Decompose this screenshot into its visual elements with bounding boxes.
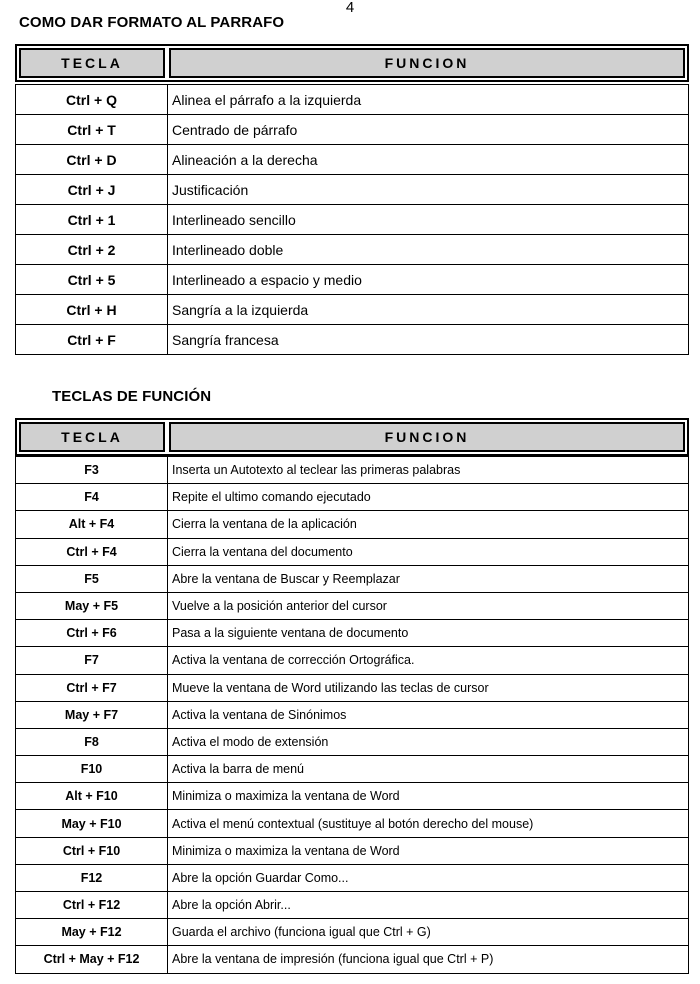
paragraph-format-table xyxy=(15,84,689,355)
table-row xyxy=(15,810,689,837)
key-function: Alineación a la derecha xyxy=(167,145,689,175)
table-row xyxy=(15,892,689,919)
table-row xyxy=(15,456,689,484)
table-row xyxy=(15,511,689,538)
key-function: Repite el ultimo comando ejecutado xyxy=(167,484,689,511)
table-row xyxy=(15,84,689,115)
table-row xyxy=(15,729,689,756)
key-combination: Ctrl + F7 xyxy=(15,675,167,702)
key-combination: Ctrl + J xyxy=(15,175,167,205)
key-combination: Ctrl + D xyxy=(15,145,167,175)
key-combination: Ctrl + F12 xyxy=(15,892,167,919)
key-function: Mueve la ventana de Word utilizando las teclas de cursor xyxy=(167,675,689,702)
key-function: Abre la opción Abrir... xyxy=(167,892,689,919)
key-combination: Ctrl + 2 xyxy=(15,235,167,265)
key-combination: F8 xyxy=(15,729,167,756)
key-function: Activa la ventana de Sinónimos xyxy=(167,702,689,729)
table-header xyxy=(15,44,689,82)
key-combination: May + F5 xyxy=(15,593,167,620)
table-row xyxy=(15,702,689,729)
key-combination: F7 xyxy=(15,647,167,674)
key-function: Vuelve a la posición anterior del cursor xyxy=(167,593,689,620)
key-combination: Alt + F10 xyxy=(15,783,167,810)
key-function: Sangría francesa xyxy=(167,325,689,355)
table-row xyxy=(15,919,689,946)
key-combination: Alt + F4 xyxy=(15,511,167,538)
key-combination: Ctrl + F6 xyxy=(15,620,167,647)
table-row xyxy=(15,265,689,295)
key-combination: F10 xyxy=(15,756,167,783)
key-combination: Ctrl + 5 xyxy=(15,265,167,295)
key-function: Interlineado sencillo xyxy=(167,205,689,235)
table-row xyxy=(15,175,689,205)
key-function: Pasa a la siguiente ventana de documento xyxy=(167,620,689,647)
key-combination: Ctrl + Q xyxy=(15,84,167,115)
key-combination: Ctrl + F10 xyxy=(15,838,167,865)
table-row xyxy=(15,946,689,973)
column-header-function: FUNCION xyxy=(169,422,685,452)
key-combination: May + F10 xyxy=(15,810,167,837)
key-function: Abre la opción Guardar Como... xyxy=(167,865,689,892)
table-row xyxy=(15,838,689,865)
key-combination: Ctrl + F4 xyxy=(15,539,167,566)
key-function: Activa el modo de extensión xyxy=(167,729,689,756)
table-row xyxy=(15,539,689,566)
table-row xyxy=(15,620,689,647)
key-function: Interlineado doble xyxy=(167,235,689,265)
key-combination: F5 xyxy=(15,566,167,593)
key-combination: F12 xyxy=(15,865,167,892)
table-row xyxy=(15,145,689,175)
key-combination: Ctrl + May + F12 xyxy=(15,946,167,973)
table-row xyxy=(15,865,689,892)
table-row xyxy=(15,484,689,511)
key-function: Activa el menú contextual (sustituye al botón derecho del mouse) xyxy=(167,810,689,837)
key-combination: Ctrl + T xyxy=(15,115,167,145)
table-row xyxy=(15,566,689,593)
table-row xyxy=(15,756,689,783)
key-function: Minimiza o maximiza la ventana de Word xyxy=(167,783,689,810)
column-header-key: TECLA xyxy=(19,422,165,452)
key-function: Guarda el archivo (funciona igual que Ctrl + G) xyxy=(167,919,689,946)
table-body xyxy=(15,456,689,974)
table-row xyxy=(15,235,689,265)
key-function: Inserta un Autotexto al teclear las primeras palabras xyxy=(167,456,689,484)
column-header-key: TECLA xyxy=(19,48,165,78)
table-body xyxy=(15,84,689,355)
section-title-function-keys: TECLAS DE FUNCIÓN xyxy=(52,388,212,405)
key-function: Justificación xyxy=(167,175,689,205)
key-combination: May + F12 xyxy=(15,919,167,946)
key-combination: Ctrl + H xyxy=(15,295,167,325)
key-function: Abre la ventana de Buscar y Reemplazar xyxy=(167,566,689,593)
key-function: Alinea el párrafo a la izquierda xyxy=(167,84,689,115)
column-header-function: FUNCION xyxy=(169,48,685,78)
key-function: Cierra la ventana de la aplicación xyxy=(167,511,689,538)
table-row xyxy=(15,647,689,674)
table-row xyxy=(15,675,689,702)
table-row xyxy=(15,783,689,810)
table-row xyxy=(15,295,689,325)
key-combination: F3 xyxy=(15,456,167,484)
key-function: Centrado de párrafo xyxy=(167,115,689,145)
key-combination: May + F7 xyxy=(15,702,167,729)
table-row xyxy=(15,205,689,235)
key-function: Minimiza o maximiza la ventana de Word xyxy=(167,838,689,865)
function-keys-table xyxy=(15,456,689,974)
table-row xyxy=(15,325,689,355)
section-title-paragraph-format: COMO DAR FORMATO AL PARRAFO xyxy=(19,14,285,31)
key-function: Interlineado a espacio y medio xyxy=(167,265,689,295)
key-function: Cierra la ventana del documento xyxy=(167,539,689,566)
key-function: Abre la ventana de impresión (funciona igual que Ctrl + P) xyxy=(167,946,689,973)
key-combination: F4 xyxy=(15,484,167,511)
table-row xyxy=(15,593,689,620)
page-number: 4 xyxy=(345,0,355,16)
key-function: Activa la barra de menú xyxy=(167,756,689,783)
key-function: Activa la ventana de corrección Ortográfica. xyxy=(167,647,689,674)
key-combination: Ctrl + 1 xyxy=(15,205,167,235)
table-header xyxy=(15,418,689,456)
key-function: Sangría a la izquierda xyxy=(167,295,689,325)
key-combination: Ctrl + F xyxy=(15,325,167,355)
table-row xyxy=(15,115,689,145)
